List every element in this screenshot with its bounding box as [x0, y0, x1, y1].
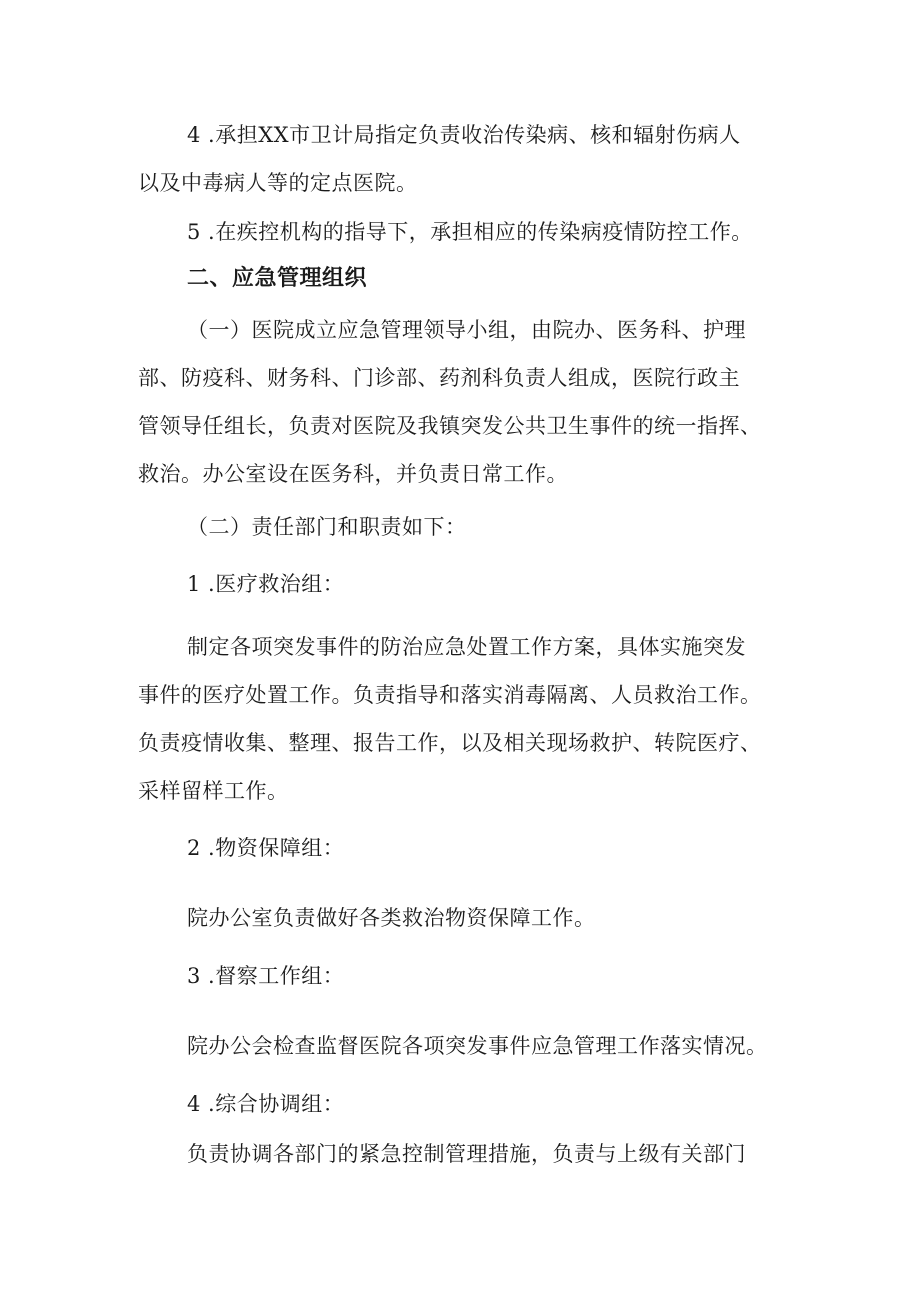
group-4-coordination-title: 4 .综合协调组：	[187, 1092, 345, 1116]
group-1-description-line-3: 负责疫情收集、整理、报告工作，以及相关现场救护、转院医疗、	[138, 731, 762, 755]
group-3-description: 院办公会检查监督医院各项突发事件应急管理工作落实情况。	[187, 1034, 768, 1058]
subsection-1-line-4: 救治。办公室设在医务科，并负责日常工作。	[138, 462, 568, 486]
item-4-hospital-designation: 4 .承担XX市卫计局指定负责收治传染病、核和辐射伤病人	[187, 123, 741, 147]
item-4-continuation: 以及中毒病人等的定点医院。	[138, 171, 418, 195]
group-3-inspection-title: 3 .督察工作组：	[187, 964, 345, 988]
subsection-1-leadership-group: （一）医院成立应急管理领导小组，由院办、医务科、护理	[187, 318, 746, 342]
group-2-supply-title: 2 .物资保障组：	[187, 836, 345, 860]
subsection-1-line-3: 管领导任组长，负责对医院及我镇突发公共卫生事件的统一指挥、	[138, 414, 762, 438]
item-5-epidemic-control: 5 .在疾控机构的指导下，承担相应的传染病疫情防控工作。	[187, 220, 753, 244]
group-4-description-line-1: 负责协调各部门的紧急控制管理措施，负责与上级有关部门	[187, 1142, 746, 1166]
section-heading-emergency-organization: 二、应急管理组织	[187, 266, 368, 291]
subsection-2-responsibilities: （二）责任部门和职责如下：	[187, 515, 467, 539]
group-1-description-line-1: 制定各项突发事件的防治应急处置工作方案，具体实施突发	[187, 635, 746, 659]
group-1-description-line-4: 采样留样工作。	[138, 779, 289, 803]
group-2-description: 院办公室负责做好各类救治物资保障工作。	[187, 906, 596, 930]
group-1-medical-treatment-title: 1 .医疗救治组：	[187, 572, 345, 596]
group-1-description-line-2: 事件的医疗处置工作。负责指导和落实消毒隔离、人员救治工作。	[138, 683, 762, 707]
subsection-1-line-2: 部、防疫科、财务科、门诊部、药剂科负责人组成，医院行政主	[138, 366, 740, 390]
